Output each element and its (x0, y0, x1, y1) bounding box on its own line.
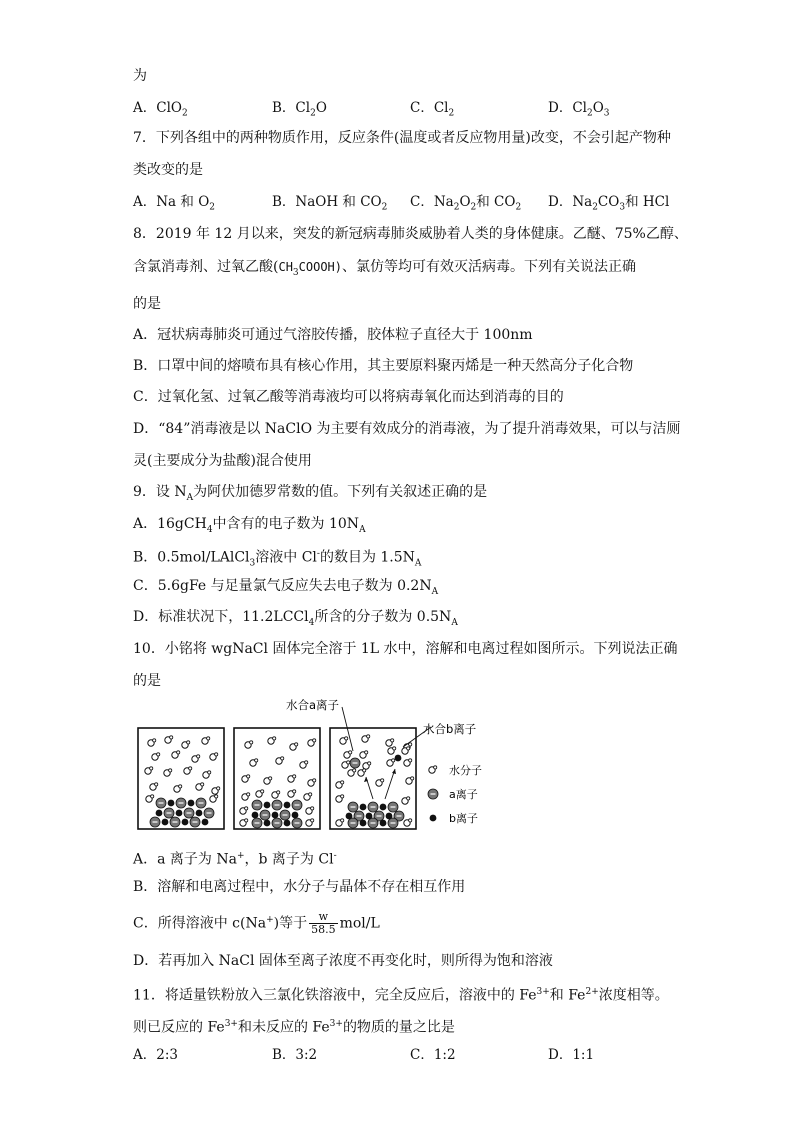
q11-option-a: A．2:3 (133, 1047, 178, 1063)
q11-stem-line2: 则已反应的 $Fe^{3+}$和未反应的 $Fe^{3+}$的物质的量之比是 (133, 1019, 455, 1036)
q9-option-a: A．16gCH$_4$中含有的电子数为 $10N_A$ (133, 516, 366, 535)
legend-water-label: 水分子 (449, 764, 482, 777)
q6-tail: 为 (133, 68, 147, 84)
q8-option-d-line1: D．“84”消毒液是以 NaClO 为主要有效成分的消毒液，为了提升消毒效果，可以与洁厕 (133, 421, 681, 437)
label-hydrated-a: 水合a离子 (286, 698, 340, 712)
legend-b-icon (430, 815, 437, 822)
q10-option-b: B．溶解和电离过程中，水分子与晶体不存在相互作用 (133, 879, 466, 895)
q10-fraction: $\frac{w}{58.5}$ (311, 910, 336, 937)
q7-stem-line1: 7．下列各组中的两种物质作用，反应条件(温度或者反应物用量)改变，不会引起产物种 (133, 130, 671, 146)
q11-option-b: B．3:2 (272, 1047, 318, 1063)
q7-option-b: B．NaOH 和 $CO_2$ (272, 194, 388, 213)
q7-option-c: C．$Na_2O_2$和 $CO_2$ (410, 194, 522, 213)
q8-option-a: A．冠状病毒肺炎可通过气溶胶传播，胶体粒子直径大于 100nm (133, 327, 533, 343)
q8-stem-line1: 8．2019 年 12 月以来，突发的新冠病毒肺炎威胁着人类的身体健康。乙醚、75%乙醇、 (133, 226, 688, 242)
q7-option-d: D．$Na_2CO_3$和 HCl (548, 194, 670, 213)
q10-option-c: C．所得溶液中 c(Na+)等于 $\frac{w}{58.5}$ mol/L (133, 910, 380, 937)
q6-option-a: A．ClO$_2$ (133, 100, 188, 119)
legend-water-icon (429, 766, 437, 773)
q8-option-d-line2: 灵(主要成分为盐酸)混合使用 (133, 453, 312, 469)
q10-stem-line2: 的是 (133, 673, 161, 689)
q10-option-d: D．若再加入 NaCl 固体至离子浓度不再变化时，则所得为饱和溶液 (133, 953, 553, 969)
q9-option-d: D．标准状况下，11.2LCCl$_4$所含的分子数为 $0.5N_A$ (133, 609, 458, 628)
q7-option-a: A．Na 和 $O_2$ (133, 194, 215, 213)
q9-option-b: B．0.5mol/LAlCl$_3$溶液中 Cl-的数目为 $1.5N_A$ (133, 549, 422, 569)
legend-a-icon (428, 789, 438, 799)
dissolution-figure (133, 695, 533, 835)
q11-option-c: C．1:2 (410, 1047, 456, 1063)
legend-a-label: a离子 (449, 788, 478, 801)
q11-stem-line1: 11．将适量铁粉放入三氯化铁溶液中，完全反应后，溶液中的 $Fe^{3+}$和 $Fe^{2+}$浓度相等。 (133, 987, 669, 1004)
q8-stem-line2: 含氯消毒剂、过氧乙酸$(CH_3COOOH)$、氯仿等均可有效灭活病毒。下列有关说法正确 (133, 259, 637, 278)
legend-b-label: b离子 (449, 812, 478, 825)
q8-stem-line3: 的是 (133, 296, 161, 312)
q10-option-a: A．a 离子为 Na+，b 离子为 Cl- (133, 851, 337, 868)
q6-option-c: C．$Cl_2$ (410, 100, 455, 119)
q8-option-b: B．口罩中间的熔喷布具有核心作用，其主要原料聚丙烯是一种天然高分子化合物 (133, 358, 634, 374)
q7-stem-line2: 类改变的是 (133, 162, 203, 178)
q9-option-c: C．5.6gFe 与足量氯气反应失去电子数为 $0.2N_A$ (133, 578, 439, 597)
label-hydrated-b: 水合b离子 (423, 722, 477, 736)
q9-stem: 9．设 $N_A$为阿伏加德罗常数的值。下列有关叙述正确的是 (133, 484, 488, 503)
q6-option-d: D．$Cl_2O_3$ (548, 100, 610, 119)
q11-option-d: D．1:1 (548, 1047, 595, 1063)
q8-option-c: C．过氧化氢、过氧乙酸等消毒液均可以将病毒氧化而达到消毒的目的 (133, 389, 564, 405)
q10-stem-line1: 10．小铭将 wgNaCl 固体完全溶于 1L 水中，溶解和电离过程如图所示。下列说法正确 (133, 641, 678, 657)
q6-option-b: B．$Cl_2O$ (272, 100, 327, 119)
